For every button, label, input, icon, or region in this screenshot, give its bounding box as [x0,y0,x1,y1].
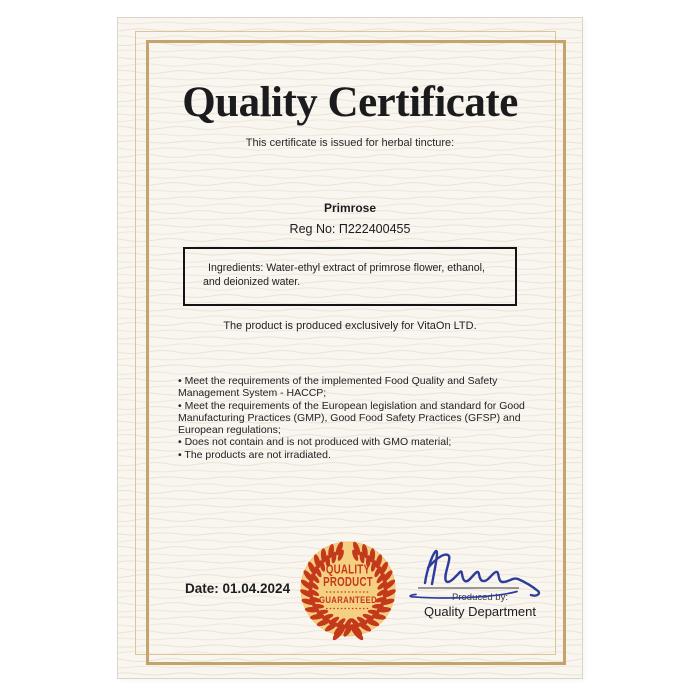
requirement-item: • The products are not irradiated. [178,449,532,461]
signature-stroke-2 [428,555,539,596]
certificate-page [118,18,582,678]
signature-stroke-1 [425,551,437,584]
badge-line2: PRODUCT [323,575,373,590]
produced-by-label: Produced by: [452,592,508,603]
signature-flourish [410,592,517,598]
certificate-title: Quality Certificate [182,79,518,126]
quality-product-badge [293,534,403,644]
product-name: Primrose [323,201,377,215]
signature-block [405,535,555,635]
badge-line1: QUALITY [325,563,371,577]
certificate-subtitle: This certificate is issued for herbal tincture: [245,137,455,149]
ingredients-box [183,247,517,306]
requirements-list [178,375,532,461]
produced-by-department: Quality Department [424,604,536,619]
badge-banner: GUARANTEED [318,595,378,606]
requirement-item: • Does not contain and is not produced with GMO material; [178,436,532,448]
signature-icon [405,535,555,610]
issue-date: Date: 01.04.2024 [185,581,291,596]
ingredients-text: Ingredients: Water-ethyl extract of primrose flower, ethanol, and deionized water. [203,262,485,288]
exclusivity-statement: The product is produced exclusively for VitaOn LTD. [223,320,477,332]
registration-number: Reg No: П222400455 [289,222,411,236]
requirement-item: • Meet the requirements of the European legislation and standard for Good Manufacturing Practices (GMP), Good Food Safety Practices (GFSP) and European regulations; [178,400,532,437]
requirement-item: • Meet the requirements of the implemented Food Quality and Safety Management System - HACCP; [178,375,532,400]
